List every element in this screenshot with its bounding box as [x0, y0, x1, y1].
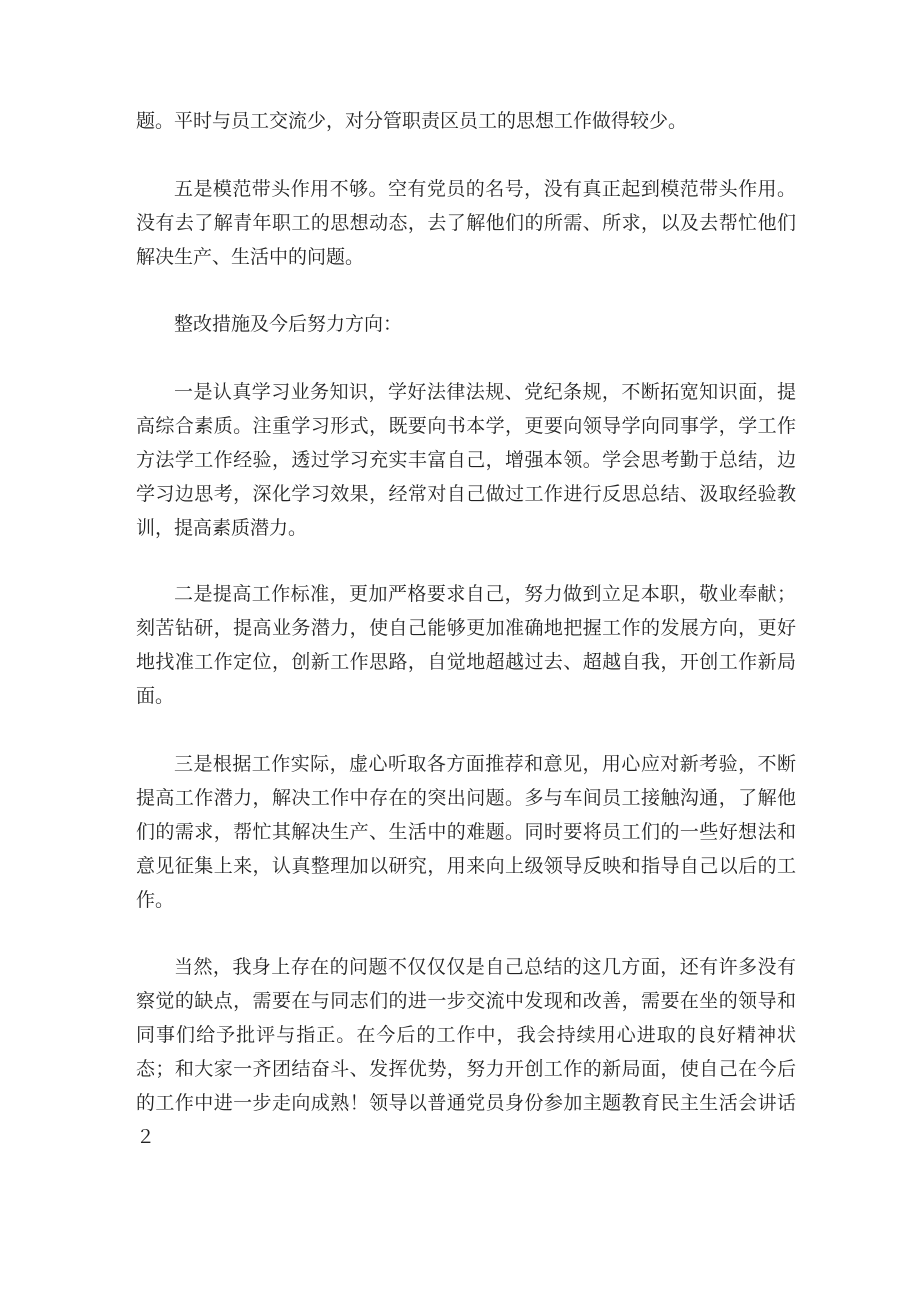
paragraph-measure-one: 一是认真学习业务知识，学好法律法规、党纪条规，不断拓宽知识面，提高综合素质。注重学习形式，既要向书本学，更要向领导学向同事学，学工作方法学工作经验，透过学习充实丰富自己，增强本领。学会思考勤于总结，边学习边思考，深化学习效果，经常对自己做过工作进行反思总结、汲取经验教训，提高素质潜力。	[136, 381, 796, 539]
paragraph-conclusion: 当然，我身上存在的问题不仅仅仅是自己总结的这几方面，还有许多没有察觉的缺点，需要在与同志们的进一步交流中发现和改善，需要在坐的领导和同事们给予批评与指正。在今后的工作中，我会持续用心进取的良好精神状态；和大家一齐团结奋斗、发挥优势，努力开创工作的新局面，使自己在今后的工作中进一步走向成熟！领导以普通党员身份参加主题教育民主生活会讲话２	[136, 956, 796, 1148]
paragraph-continuation: 题。平时与员工交流少，对分管职责区员工的思想工作做得较少。	[136, 110, 688, 132]
section-heading-rectification: 整改措施及今后努力方向：	[174, 313, 403, 335]
paragraph-measure-two: 二是提高工作标准，更加严格要求自己，努力做到立足本职，敬业奉献；刻苦钻研，提高业务潜力，使自己能够更加准确地把握工作的发展方向，更好地找准工作定位，创新工作思路，自觉地超越过去、超越自我，开创工作新局面。	[136, 583, 796, 707]
paragraph-point-five: 五是模范带头作用不够。空有党员的名号，没有真正起到模范带头作用。没有去了解青年职工的思想动态，去了解他们的所需、所求，以及去帮忙他们解决生产、生活中的问题。	[136, 178, 796, 268]
paragraph-measure-three: 三是根据工作实际，虚心听取各方面推荐和意见，用心应对新考验，不断提高工作潜力，解决工作中存在的突出问题。多与车间员工接触沟通，了解他们的需求，帮忙其解决生产、生活中的难题。同时要将员工们的一些好想法和意见征集上来，认真整理加以研究，用来向上级领导反映和指导自己以后的工作。	[136, 753, 796, 911]
